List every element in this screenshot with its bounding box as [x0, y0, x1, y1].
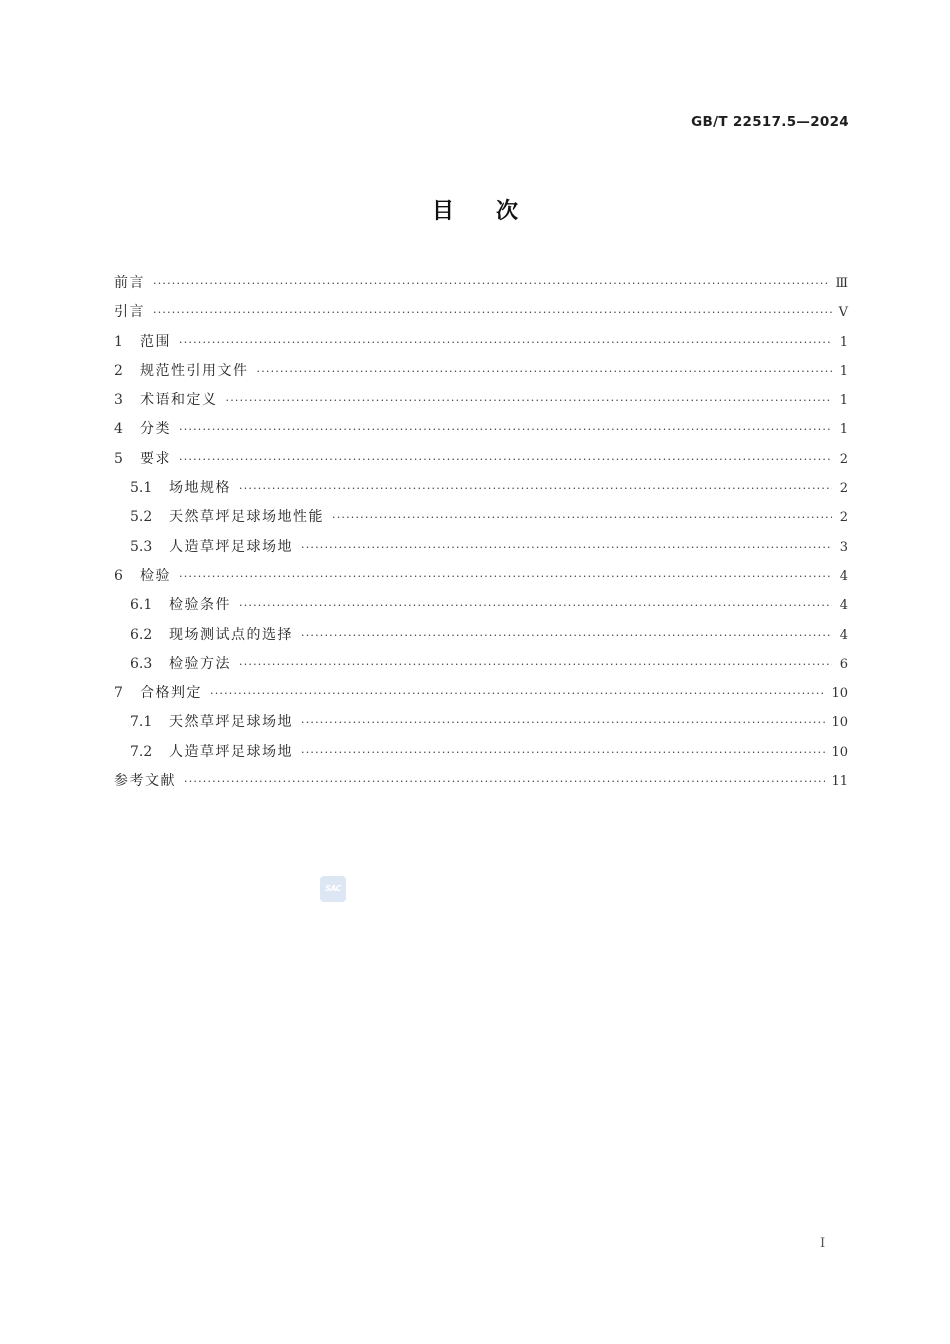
toc-entry-5-1[interactable] [114, 477, 848, 506]
toc-entry-page: 1 [839, 393, 848, 409]
toc-entry-page: 10 [831, 744, 848, 760]
toc-entry-label: 范围 [140, 333, 171, 350]
dot-leader [301, 742, 825, 764]
toc-entry-label: 人造草坪足球场地 [169, 538, 293, 555]
toc-entry-page: 6 [839, 656, 848, 672]
dot-leader [239, 595, 832, 617]
sac-watermark-logo: SAC [320, 876, 346, 902]
toc-entry-page: 2 [839, 451, 848, 467]
toc-entry-page: 4 [839, 568, 848, 584]
toc-entry-5[interactable] [114, 448, 848, 477]
toc-entry-page: 4 [839, 598, 848, 614]
dot-leader [239, 654, 832, 676]
dot-leader [179, 332, 832, 354]
dot-leader [179, 566, 832, 588]
toc-entry-6-3[interactable] [114, 653, 848, 682]
toc-entry-4[interactable] [114, 418, 848, 447]
toc-entry-number: 6.2 [130, 626, 153, 643]
toc-entry-page: 1 [839, 334, 848, 350]
toc-entry-bibliography[interactable] [114, 770, 848, 799]
dot-leader [301, 537, 832, 559]
toc-entry-page: 2 [839, 481, 848, 497]
toc-entry-label: 天然草坪足球场地 [169, 714, 293, 731]
dot-leader [179, 449, 832, 471]
toc-entry-page: 2 [839, 510, 848, 526]
toc-entry-page: 4 [839, 627, 848, 643]
toc-entry-label: 引言 [114, 304, 145, 321]
toc-entry-label: 人造草坪足球场地 [169, 743, 293, 760]
toc-entry-page: 1 [839, 422, 848, 438]
toc-entry-page: 1 [839, 363, 848, 379]
toc-entry-7-1[interactable] [114, 711, 848, 740]
toc-entry-number: 6.1 [130, 597, 153, 614]
toc-entry-number: 5 [114, 450, 123, 467]
toc-entry-number: 6 [114, 567, 123, 584]
toc-entry-page: 10 [831, 715, 848, 731]
toc-entry-5-3[interactable] [114, 536, 848, 565]
toc-entry-page: 11 [831, 774, 848, 790]
toc-title: 目次 [431, 199, 560, 224]
toc-entry-7-2[interactable] [114, 741, 848, 770]
toc-entry-label: 检验方法 [169, 655, 231, 672]
toc-entry-7[interactable] [114, 682, 848, 711]
toc-entry-label: 现场测试点的选择 [169, 626, 293, 643]
toc-entry-page: 3 [839, 539, 848, 555]
toc-entry-number: 2 [114, 362, 123, 379]
toc-entry-number: 5.2 [130, 509, 153, 526]
toc-entry-label: 天然草坪足球场地性能 [169, 509, 324, 526]
toc-entry-label: 前言 [114, 275, 145, 291]
toc-entry-page: Ⅲ [835, 276, 848, 291]
toc-entry-number: 7 [114, 685, 123, 702]
page-number: I [820, 1236, 826, 1251]
toc-entry-page: Ⅴ [838, 305, 848, 321]
toc-entry-label: 分类 [140, 421, 171, 438]
toc-entry-page: 10 [831, 686, 848, 702]
toc-entry-introduction[interactable] [114, 301, 848, 330]
toc-entry-label: 检验条件 [169, 597, 231, 614]
table-of-contents [114, 272, 848, 799]
toc-entry-foreword[interactable] [114, 272, 848, 301]
toc-entry-2[interactable] [114, 360, 848, 389]
toc-entry-label: 术语和定义 [140, 392, 218, 409]
toc-entry-label: 规范性引用文件 [140, 362, 249, 379]
toc-entry-5-2[interactable] [114, 506, 848, 535]
dot-leader [153, 273, 829, 295]
dot-leader [226, 390, 833, 412]
toc-entry-1[interactable] [114, 331, 848, 360]
toc-entry-label: 参考文献 [114, 773, 176, 790]
dot-leader [179, 419, 832, 441]
toc-entry-number: 7.2 [130, 743, 153, 760]
toc-entry-label: 场地规格 [169, 480, 231, 497]
dot-leader [153, 302, 832, 324]
toc-entry-6-2[interactable] [114, 624, 848, 653]
toc-entry-6-1[interactable] [114, 594, 848, 623]
toc-entry-3[interactable] [114, 389, 848, 418]
toc-entry-6[interactable] [114, 565, 848, 594]
dot-leader [184, 771, 825, 793]
toc-entry-label: 检验 [140, 567, 171, 584]
toc-entry-label: 合格判定 [140, 685, 202, 702]
dot-leader [210, 683, 825, 705]
toc-entry-label: 要求 [140, 450, 171, 467]
toc-entry-number: 7.1 [130, 714, 153, 731]
dot-leader [301, 712, 825, 734]
toc-entry-number: 6.3 [130, 655, 153, 672]
document-code: GB/T 22517.5—2024 [691, 114, 849, 130]
toc-entry-number: 5.3 [130, 538, 153, 555]
dot-leader [257, 361, 833, 383]
toc-entry-number: 5.1 [130, 480, 153, 497]
dot-leader [239, 478, 832, 500]
toc-entry-number: 3 [114, 392, 123, 409]
dot-leader [301, 625, 832, 647]
dot-leader [332, 507, 832, 529]
toc-entry-number: 1 [114, 333, 123, 350]
toc-entry-number: 4 [114, 421, 123, 438]
